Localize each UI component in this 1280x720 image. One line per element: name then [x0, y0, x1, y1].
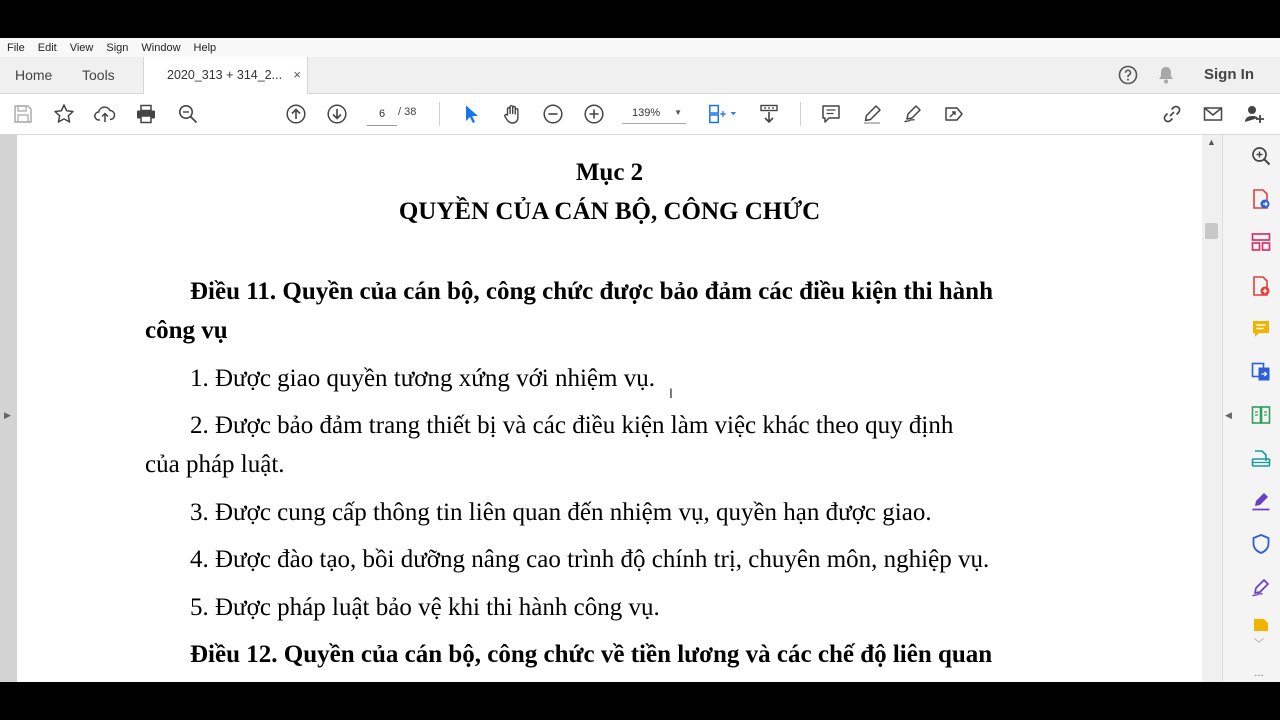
bell-icon[interactable]	[1156, 57, 1176, 93]
menu-file[interactable]: File	[7, 41, 25, 54]
menu-edit[interactable]: Edit	[37, 41, 57, 54]
chevron-down-icon: ▼	[674, 108, 682, 117]
fill-sign-icon[interactable]	[1249, 489, 1273, 513]
right-panel-toggle-icon[interactable]: ◀	[1225, 410, 1232, 420]
export-pdf-icon[interactable]	[1249, 187, 1273, 211]
sign-in-button[interactable]: Sign In	[1204, 66, 1254, 83]
document-viewport[interactable]	[0, 135, 1222, 682]
tab-tools[interactable]: Tools	[82, 67, 115, 83]
add-user-icon[interactable]	[1242, 102, 1266, 126]
paragraph-item-5: 5. Được pháp luật bảo vệ khi thi hành công vụ.	[190, 594, 660, 621]
paragraph-item-4: 4. Được đào tạo, bồi dưỡng nâng cao trình độ chính trị, chuyên môn, nghiệp vụ.	[190, 546, 990, 573]
link-icon[interactable]	[1160, 102, 1184, 126]
comment-icon[interactable]	[819, 102, 843, 126]
zoom-out-icon[interactable]	[541, 102, 565, 126]
text-cursor-icon: I	[669, 385, 673, 401]
section-number: Mục 2	[575, 159, 644, 186]
toolbar-divider	[439, 102, 440, 126]
tab-bar	[0, 57, 1280, 94]
pdf-page	[17, 135, 1202, 682]
tools-side-panel	[1222, 135, 1280, 682]
acrobat-window	[0, 38, 1280, 682]
paragraph-item-2: 2. Được bảo đảm trang thiết bị và các điều kiện làm việc khác theo quy định	[190, 412, 954, 439]
hand-tool-icon[interactable]	[500, 102, 524, 126]
zoom-level-value: 139%	[632, 107, 661, 119]
close-tab-icon[interactable]: ×	[293, 67, 301, 82]
article-11-heading: Điều 11. Quyền của cán bộ, công chức được bảo đảm các điều kiện thi hành	[190, 278, 993, 305]
more-tools-icon[interactable]	[1249, 617, 1273, 631]
paragraph-item-1: 1. Được giao quyền tương xứng với nhiệm vụ.	[190, 365, 655, 392]
scrollbar-thumb[interactable]	[1205, 223, 1218, 239]
paragraph-item-2-cont: của pháp luật.	[145, 451, 285, 478]
send-for-signature-icon[interactable]	[1249, 576, 1273, 600]
toolbar-divider	[800, 102, 801, 126]
scroll-up-icon[interactable]: ▲	[1207, 137, 1216, 147]
chevron-down-icon[interactable]: ﹀	[1254, 639, 1264, 650]
menu-window[interactable]: Window	[141, 41, 181, 54]
section-title: QUYỀN CỦA CÁN BỘ, CÔNG CHỨC	[398, 198, 821, 225]
article-11-heading-cont: công vụ	[145, 317, 228, 344]
vertical-scrollbar[interactable]	[1202, 135, 1222, 682]
menu-sign[interactable]: Sign	[106, 41, 129, 54]
tab-document-label: 2020_313 + 314_2...	[167, 68, 283, 82]
highlight-pen-icon[interactable]	[860, 102, 884, 126]
page-display-icon[interactable]	[706, 102, 740, 126]
page-total: / 38	[398, 106, 417, 118]
email-icon[interactable]	[1201, 102, 1225, 126]
more-options-icon[interactable]: …	[1254, 668, 1264, 679]
select-cursor-icon[interactable]	[459, 102, 483, 126]
toolbar	[0, 94, 1280, 135]
share-tag-icon[interactable]	[942, 102, 966, 126]
combine-files-icon[interactable]	[1249, 360, 1273, 384]
comment-tool-icon[interactable]	[1249, 317, 1273, 341]
upload-cloud-icon[interactable]	[93, 102, 117, 126]
zoom-in-icon[interactable]	[582, 102, 606, 126]
page-number-input[interactable]	[367, 103, 397, 126]
menu-view[interactable]: View	[69, 41, 94, 54]
compare-files-icon[interactable]	[1249, 403, 1273, 427]
zoom-level-dropdown[interactable]	[622, 102, 686, 124]
protect-shield-icon[interactable]	[1249, 532, 1273, 556]
menu-help[interactable]: Help	[193, 41, 217, 54]
create-pdf-icon[interactable]	[1249, 274, 1273, 298]
star-icon[interactable]	[52, 102, 76, 126]
previous-page-icon[interactable]	[284, 102, 308, 126]
paragraph-item-3: 3. Được cung cấp thông tin liên quan đến nhiệm vụ, quyền hạn được giao.	[190, 499, 932, 526]
organize-pages-icon[interactable]	[1249, 230, 1273, 254]
search-icon[interactable]	[176, 102, 200, 126]
scroll-mode-icon[interactable]	[757, 102, 781, 126]
draw-sign-icon[interactable]	[901, 102, 925, 126]
save-icon[interactable]	[11, 102, 35, 126]
tab-document[interactable]	[143, 57, 308, 94]
menu-bar	[0, 38, 1280, 57]
print-icon[interactable]	[134, 102, 158, 126]
next-page-icon[interactable]	[325, 102, 349, 126]
tab-home[interactable]: Home	[15, 67, 53, 83]
scan-ocr-icon[interactable]	[1249, 446, 1273, 470]
help-icon[interactable]	[1117, 57, 1139, 93]
left-panel-toggle-icon[interactable]: ▶	[4, 410, 11, 420]
zoom-search-icon[interactable]	[1249, 144, 1273, 168]
article-12-heading: Điều 12. Quyền của cán bộ, công chức về tiền lương và các chế độ liên quan	[190, 641, 993, 668]
